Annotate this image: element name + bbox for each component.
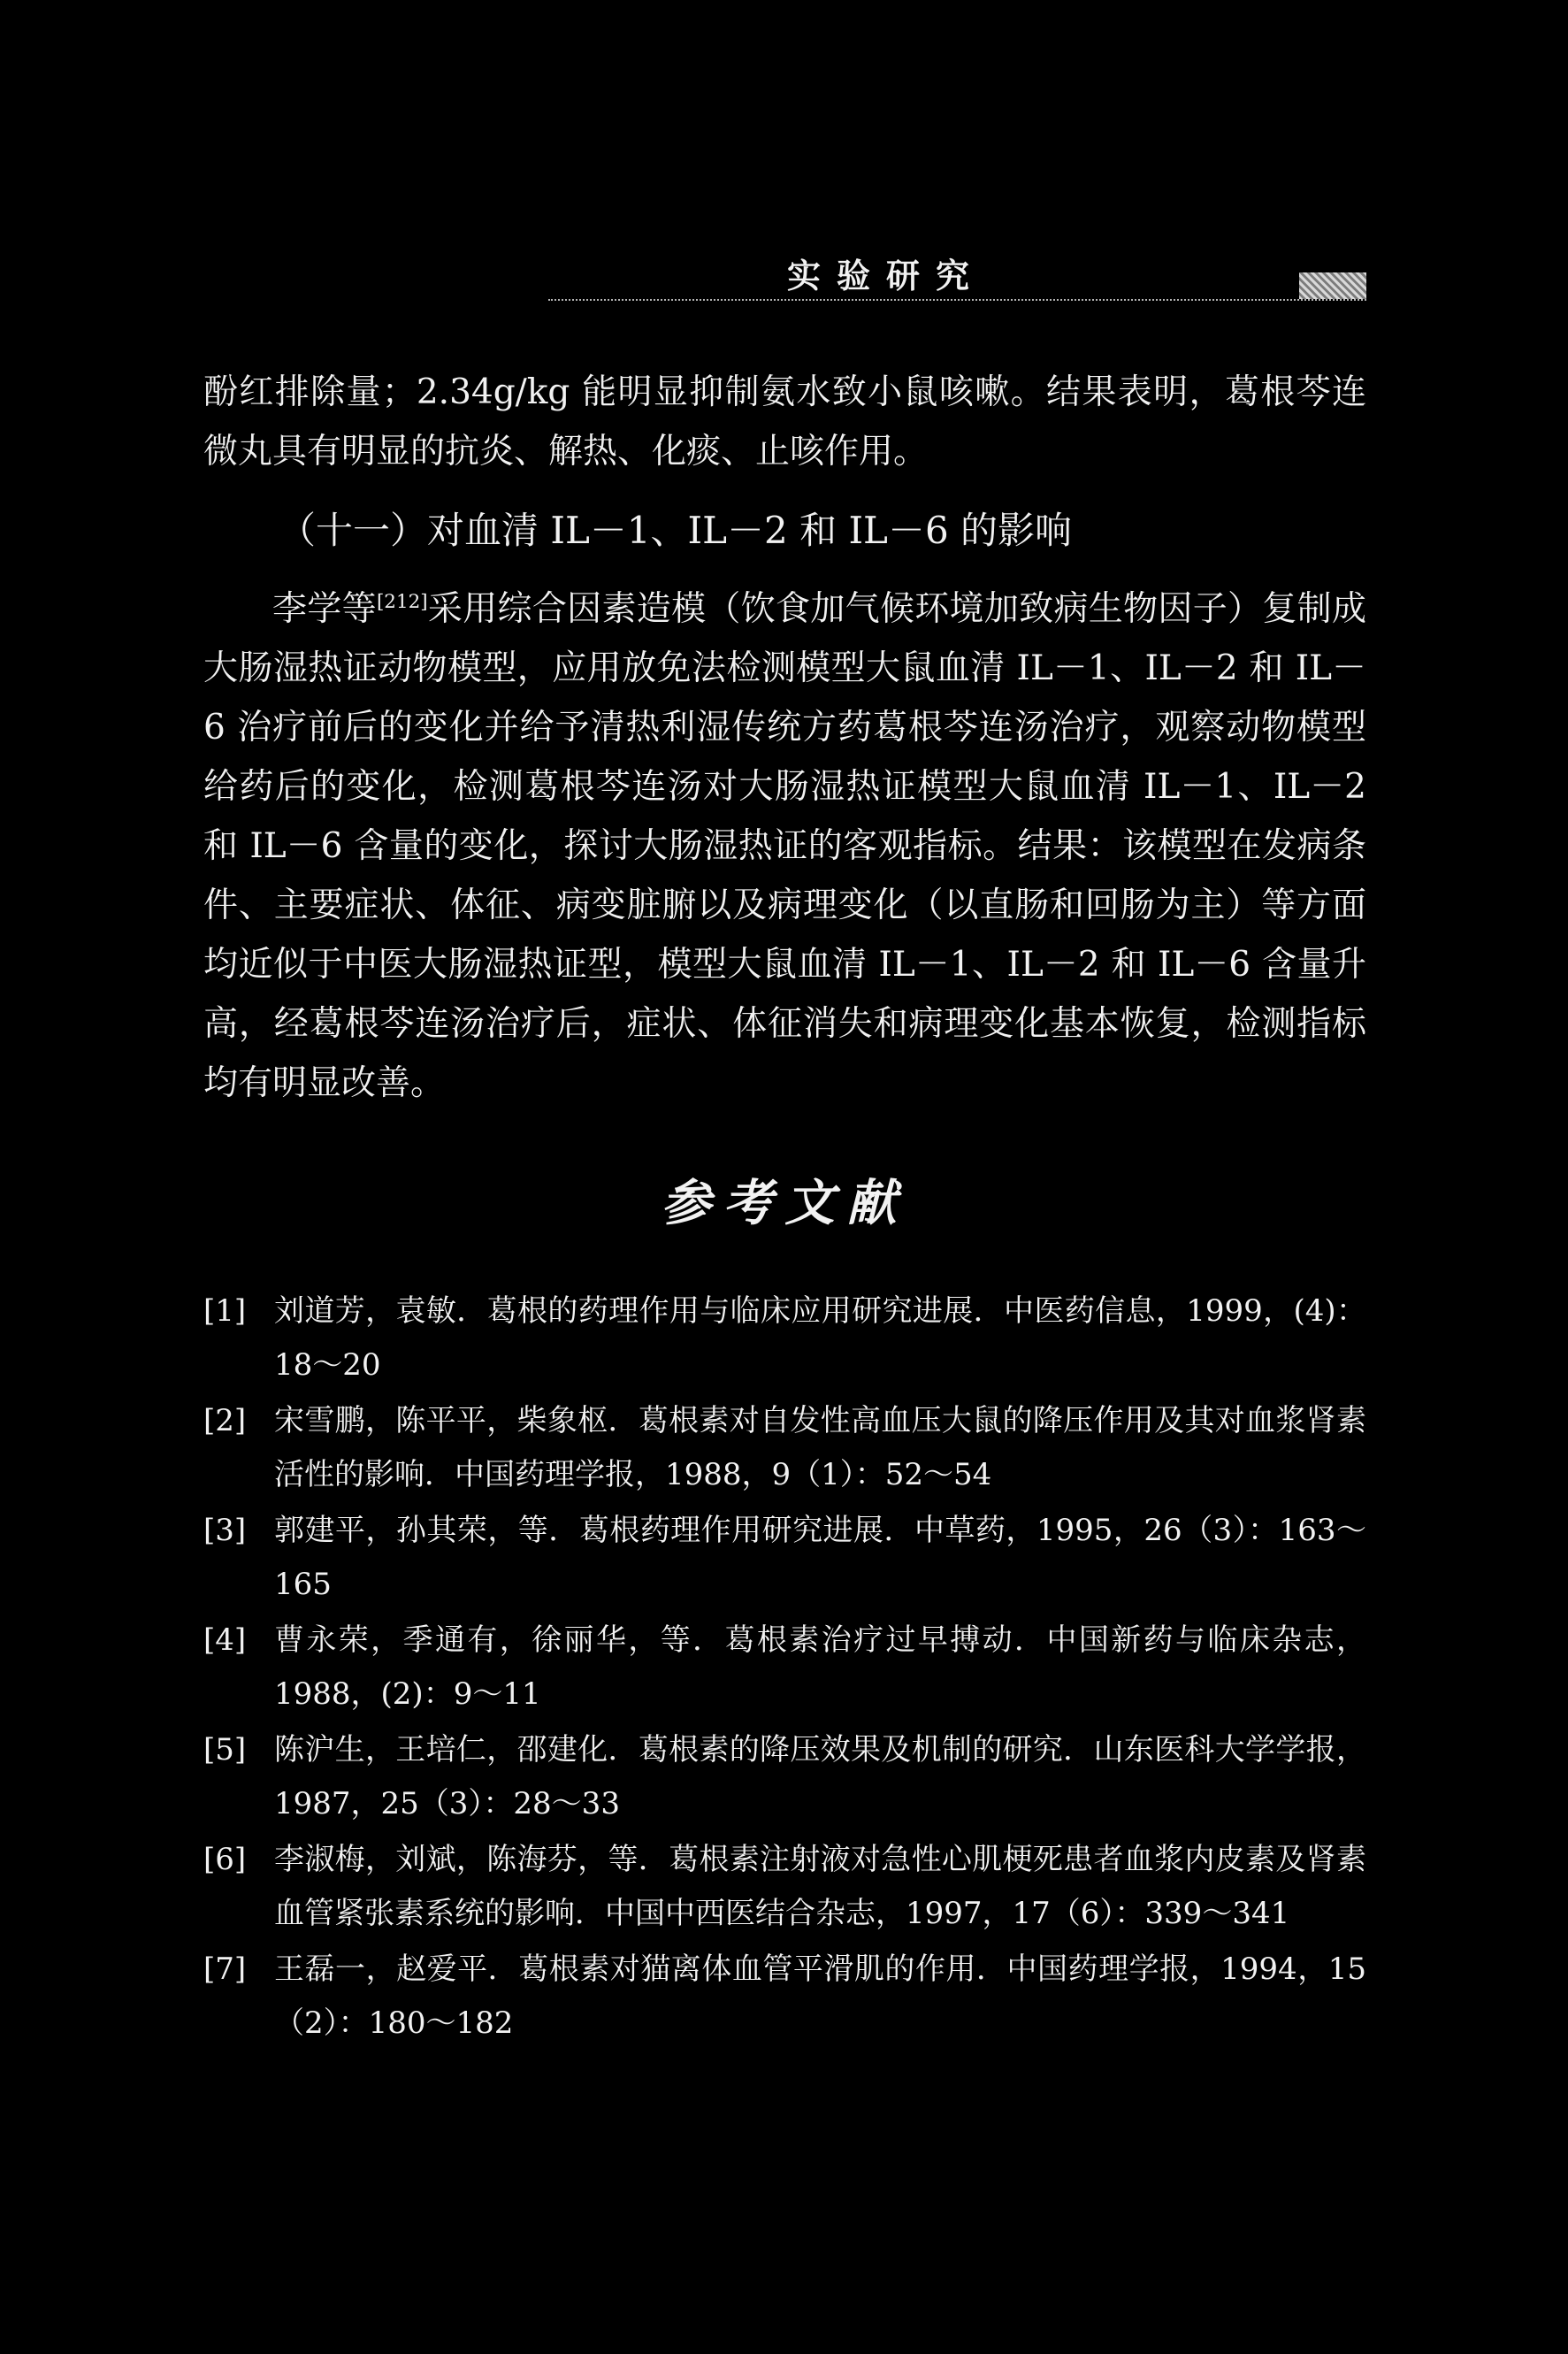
reference-text: 宋雪鹏，陈平平，柴象枢．葛根素对自发性高血压大鼠的降压作用及其对血浆肾素活性的影响．中国药理学报，1988，9（1）：52～54 (274, 1403, 1366, 1492)
paragraph-text: 采用综合因素造模（饮食加气候环境加致病生物因子）复制成大肠湿热证动物模型，应用放免法检测模型大鼠血清 IL－1、IL－2 和 IL－6 治疗前后的变化并给予清热利湿传统方药葛根芩连汤治疗，观察动物模型给药后的变化，检测葛根芩连汤对大肠湿热证模型大鼠血清 IL－1、IL－2 和 IL－6 含量的变化，探讨大肠湿热证的客观指标。结果：该模型在发病条件、主要症状、体征、病变脏腑以及病理变化（以直肠和回肠为主）等方面均近似于中医大肠湿热证型，模型大鼠血清 IL－1、IL－2 和 IL－6 含量升高，经葛根芩连汤治疗后，症状、体征消失和病理变化基本恢复，检测指标均有明显改善。 (203, 589, 1366, 1103)
reference-number: [2] (203, 1403, 247, 1438)
section-heading: （十一）对血清 IL－1、IL－2 和 IL－6 的影响 (279, 509, 1073, 552)
running-header (203, 249, 1366, 303)
reference-number: [1] (203, 1293, 247, 1329)
page-content (203, 363, 1366, 2052)
reference-number: [4] (203, 1622, 247, 1658)
header-title: 实验研究 (787, 256, 986, 295)
reference-item-7 (203, 1943, 1366, 2051)
reference-item-4 (203, 1614, 1366, 1721)
reference-number: [3] (203, 1513, 247, 1548)
continuation-paragraph: 酚红排除量；2.34g/kg 能明显抑制氨水致小鼠咳嗽。结果表明，葛根芩连微丸具有明显的抗炎、解热、化痰、止咳作用。 (203, 372, 1366, 472)
reference-text: 李淑梅，刘斌，陈海芬，等．葛根素注射液对急性心肌梗死患者血浆内皮素及肾素血管紧张素系统的影响．中国中西医结合杂志，1997，17（6）：339～341 (274, 1842, 1366, 1931)
references-list (203, 1284, 1366, 2051)
body-paragraph (203, 579, 1366, 1113)
reference-item-6 (203, 1833, 1366, 1941)
reference-item-2 (203, 1394, 1366, 1502)
header-rule (548, 299, 1366, 301)
header-ornament (1299, 272, 1366, 299)
references-title: 参考文献 (661, 1174, 909, 1232)
reference-number: [6] (203, 1842, 247, 1877)
reference-text: 郭建平，孙其荣，等．葛根药理作用研究进展．中草药，1995，26（3）：163～165 (274, 1513, 1366, 1602)
paragraph-author: 李学等 (272, 589, 377, 629)
reference-text: 王磊一，赵爱平．葛根素对猫离体血管平滑肌的作用．中国药理学报，1994，15（2）：180～182 (274, 1951, 1366, 2041)
reference-text: 曹永荣，季通有，徐丽华，等．葛根素治疗过早搏动．中国新药与临床杂志，1988，(2)：9～11 (274, 1622, 1366, 1712)
citation-marker: [212] (376, 591, 428, 613)
reference-text: 陈沪生，王培仁，邵建化．葛根素的降压效果及机制的研究．山东医科大学学报，1987，25（3）：28～33 (274, 1732, 1366, 1821)
reference-text: 刘道芳，袁敏．葛根的药理作用与临床应用研究进展．中医药信息，1999，(4)：18～20 (274, 1293, 1366, 1383)
reference-item-5 (203, 1723, 1366, 1831)
reference-number: [5] (203, 1732, 247, 1767)
reference-number: [7] (203, 1951, 247, 1987)
reference-item-3 (203, 1504, 1366, 1612)
reference-item-1 (203, 1284, 1366, 1392)
